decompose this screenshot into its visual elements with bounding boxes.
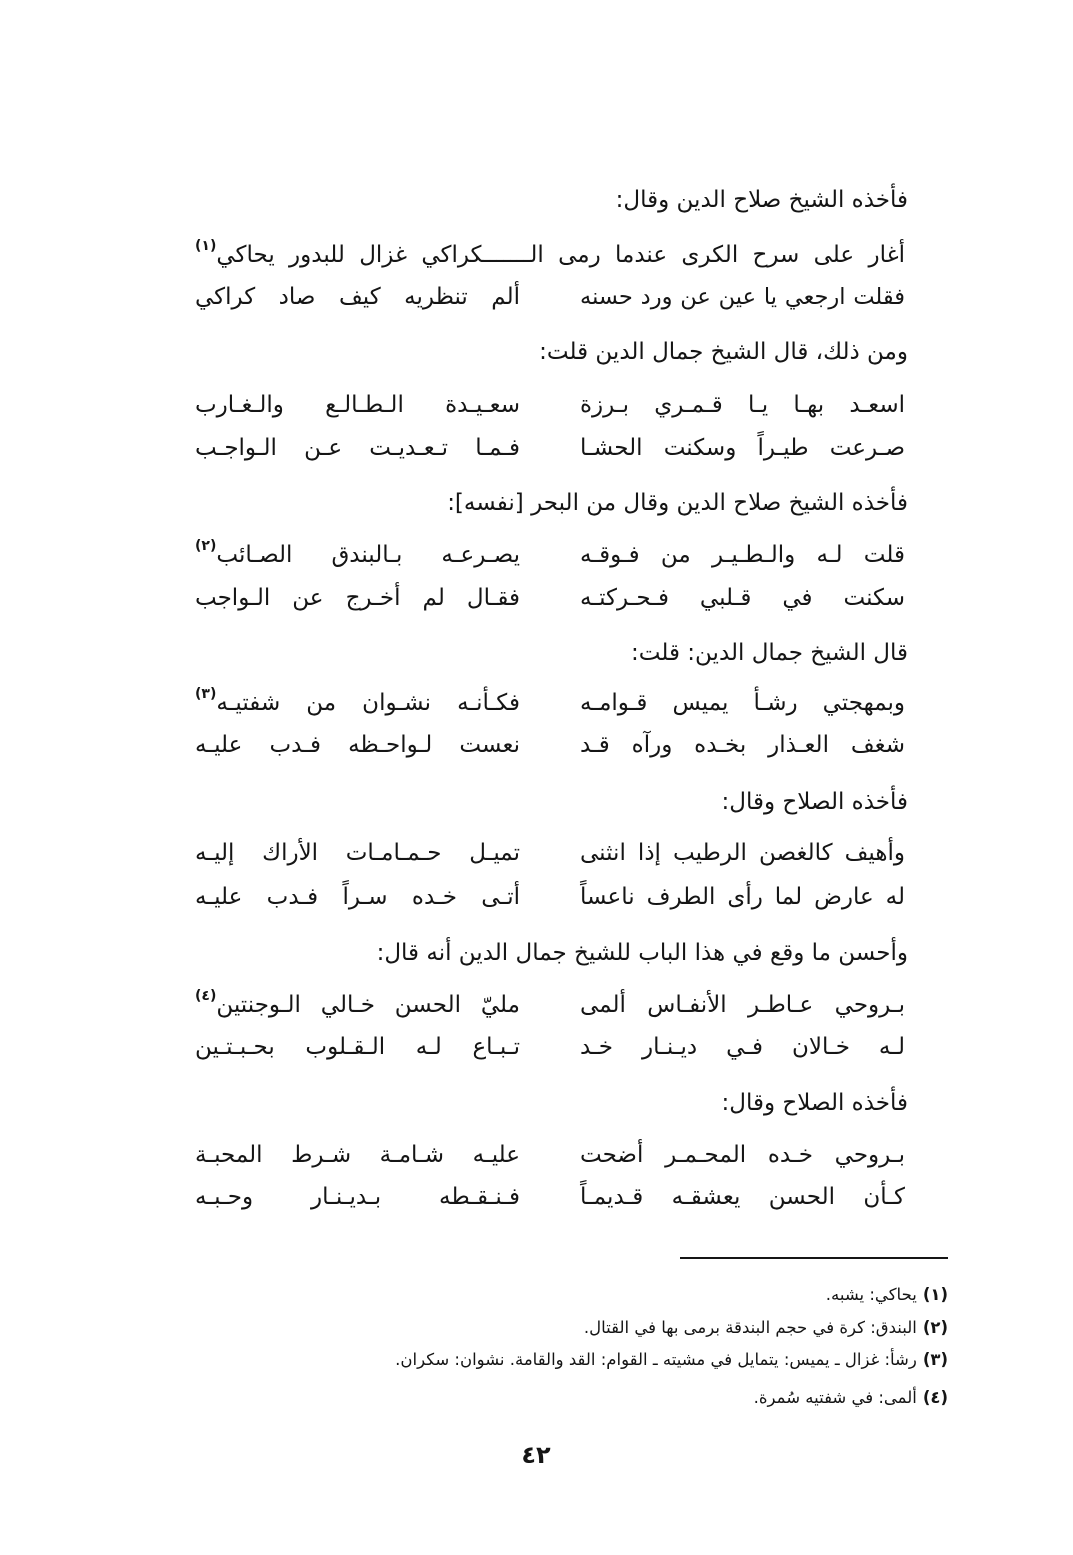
hemistich-text: اسعـد بهـا يـا قـمـري بـرزة [580,392,905,418]
hemistich-text: وأهيف كالغصن الرطيب إذا انثنى [580,840,905,866]
page-number: ٤٢ [521,1441,551,1469]
verse-right-hemistich [580,1027,905,1067]
verse-right-hemistich [580,985,905,1025]
verse-line [195,535,905,575]
verse-left-hemistich [195,428,520,468]
verse-right-hemistich [580,428,905,468]
footnote-ref: (٣) [195,686,217,702]
section-heading: قال الشيخ جمال الدين: قلت: [631,640,908,666]
section-heading: ومن ذلك، قال الشيخ جمال الدين قلت: [539,339,908,365]
hemistich-text: عليـه شـامـة شـرط المحبـة [195,1142,520,1168]
verse-right-hemistich [580,1177,905,1217]
section-heading: فأخذه الصلاح وقال: [721,789,908,815]
section-heading: فأخذه الشيخ صلاح الدين وقال من البحر [نفسه]: [447,490,908,516]
verse-left-hemistich [195,578,520,618]
hemistich-text: تميـل حـمـامـات الأراك إليـه [195,840,520,866]
footnote-ref: (٤) [195,988,217,1004]
verse-left-hemistich [195,1027,520,1067]
footnote [584,1313,948,1343]
verse-left-hemistich [195,535,520,575]
verse-line [195,1177,905,1217]
verse-right-hemistich [580,385,905,425]
hemistich-text: وبمهجتي رشـأ يميس قـوامـه [580,690,905,716]
hemistich-text: ألم تنظريه كيف صاد كراكي [195,284,520,310]
verse-right-hemistich [580,1135,905,1175]
verse-text: أغار على سرح الكرى عندما رمى الـــــــكراكي غزال للبدور يحاكي [216,242,905,268]
verse-line [195,428,905,468]
hemistich-text: فـنـقـطه بـديـنـار وحـبـه [195,1184,520,1210]
verse-line [195,1027,905,1067]
hemistich-text: لـه خـالان فـي ديـنـار خـد [580,1034,905,1060]
footnote-ref: (١) [195,238,217,254]
hemistich-text: سكنت في قـلبي فـحـركتـه [580,585,905,611]
hemistich-text: تـبـاع لـه الـقـلوب بحـبـتـين [195,1034,520,1060]
footnote [826,1280,948,1310]
verse-line [195,578,905,618]
verse-right-hemistich [580,683,905,723]
section-heading: وأحسن ما وقع في هذا الباب للشيخ جمال الدين أنه قال: [376,940,908,966]
hemistich-text: فكـأنـه نشـوان من شفتيـه [216,690,520,716]
verse-left-hemistich [195,385,520,425]
verse-line [195,1135,905,1175]
verse-right-hemistich [580,833,905,873]
footnote-marker: (٤) [922,1388,948,1407]
hemistich-text: أتـى خـده سـراً فـدب عليـه [195,884,520,910]
footnote-text: البندق: كرة في حجم البندقة برمى بها في القتال. [583,1318,917,1337]
hemistich-text: بـروحي خـده المحـمـر أضحت [580,1142,905,1168]
verse-left-hemistich [195,1135,520,1175]
hemistich-text: كـأن الحسن يعشقـه قـديمـاً [580,1184,905,1210]
hemistich-text: شغف العـذار بخـده ورآه قـد [580,732,905,758]
footnote-divider [680,1257,948,1259]
footnote [395,1345,948,1375]
verse-right-hemistich [580,725,905,765]
verse-right-hemistich [580,877,905,917]
verse-right-hemistich [580,277,905,317]
footnote-ref: (٢) [195,538,217,554]
verse-line [195,985,905,1025]
footnote-text: يحاكي: يشبه. [825,1285,917,1304]
footnote-text: رشأ: غزال ـ يميس: يتمايل في مشيته ـ القوام: القد والقامة. نشوان: سكران. [395,1350,917,1369]
hemistich-text: صـرعت طيـراً وسكنت الحشـا [580,435,905,461]
footnote-marker: (٣) [922,1350,948,1369]
hemistich-text: نعست لـواحـظه فـدب عليـه [195,732,520,758]
verse-line [195,277,905,317]
verse-left-hemistich [195,277,520,317]
section-heading: فأخذه الصلاح وقال: [721,1090,908,1116]
footnote-marker: (٢) [922,1318,948,1337]
verse-left-hemistich [195,877,520,917]
footnote-marker: (١) [922,1285,948,1304]
hemistich-text: فـمـا تـعـديـت عـن الـواجـب [195,435,520,461]
hemistich-text: قلت لـه والـطـيـر من فـوقـه [580,542,905,568]
verse-right-hemistich [580,535,905,575]
verse-right-hemistich [580,578,905,618]
hemistich-text: سعـيـدة الـطـالـع والـغـارب [195,392,520,418]
footnote [754,1383,948,1413]
verse-line [195,877,905,917]
verse-full-line [195,235,905,275]
section-heading: فأخذه الشيخ صلاح الدين وقال: [615,187,908,213]
verse-line [195,833,905,873]
verse-line [195,683,905,723]
hemistich-text: فقلت ارجعي يا عين عن ورد حسنه [580,284,905,310]
verse-left-hemistich [195,683,520,723]
verse-left-hemistich [195,1177,520,1217]
footnote-text: ألمى: في شفتيه سُمرة. [753,1388,917,1407]
hemistich-text: يصـرعـه بـالبندق الصـائب [216,542,520,568]
verse-left-hemistich [195,985,520,1025]
verse-line [195,725,905,765]
verse-left-hemistich [195,725,520,765]
hemistich-text: مليّ الحسن خـالي الـوجنتين [216,992,520,1018]
hemistich-text: بـروحي عـاطـر الأنفـاس ألمى [580,992,905,1018]
hemistich-text: له عارض لما رأى الطرف ناعساً [580,884,905,910]
verse-left-hemistich [195,833,520,873]
verse-line [195,385,905,425]
hemistich-text: فقـال لم أخـرج عن الـواجب [195,585,520,611]
